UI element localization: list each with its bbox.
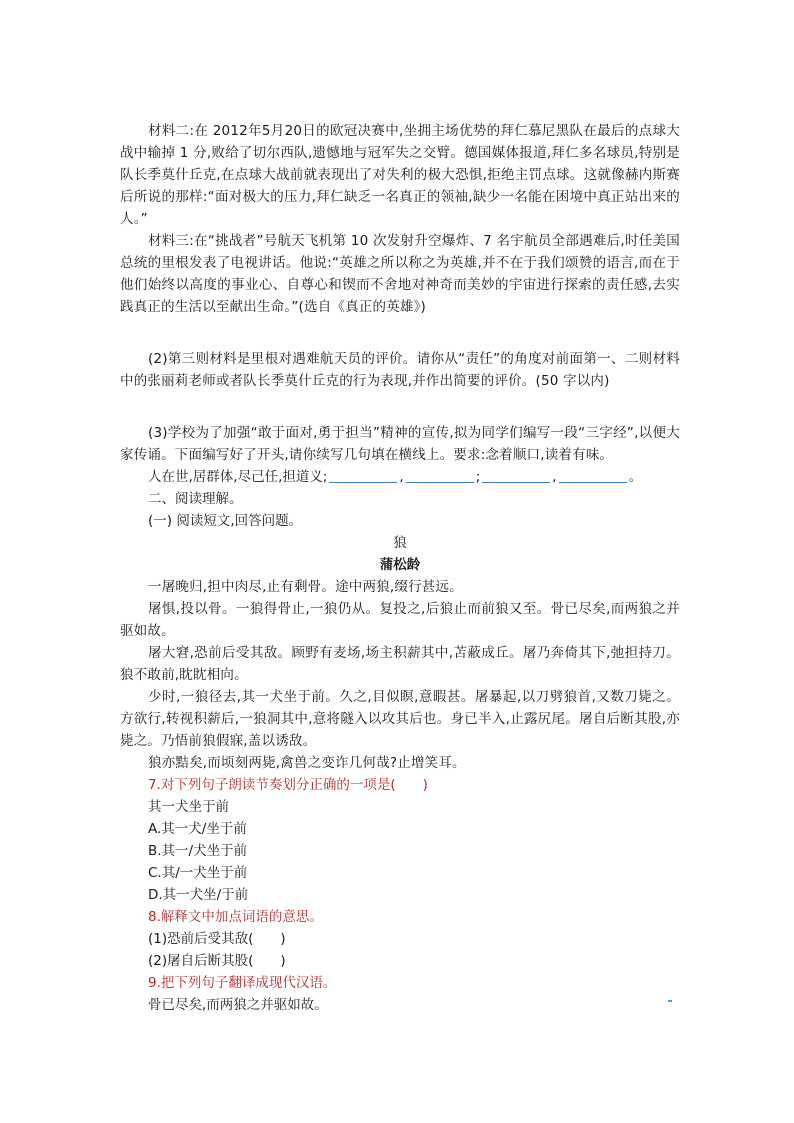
fill-in-line	[120, 466, 680, 488]
stray-mark	[668, 1000, 672, 1002]
option-a: A.其一犬/坐于前	[148, 821, 247, 837]
question-8-item: (2)屠自后断其股( )	[148, 953, 286, 969]
document-page	[120, 120, 680, 1016]
question-9-sentence: 骨已尽矣,而两狼之并驱如故。	[148, 997, 328, 1013]
blank-2[interactable]	[406, 468, 474, 483]
option-d: D.其一犬坐/于前	[148, 887, 249, 903]
question-7-prompt: 7.对下列句子朗读节奏划分正确的一项是( )	[148, 777, 428, 793]
blank-3[interactable]	[482, 468, 550, 483]
question-8-item: (1)恐前后受其敌( )	[148, 931, 286, 947]
question-2: (2)第三则材料是里根对遇难航天员的评价。请你从“责任”的角度对前面第一、二则材料中的张丽莉老师或者队长季莫什丘克的行为表现,并作出简要的评价。(50 字以内)	[120, 351, 680, 389]
fill-sep-1: ,	[399, 469, 404, 485]
answer-space-1	[120, 318, 680, 348]
blank-4[interactable]	[559, 468, 627, 483]
article-paragraph: 屠大窘,恐前后受其敌。顾野有麦场,场主积薪其中,苫蔽成丘。屠乃奔倚其下,弛担持刀。狼不敢前,眈眈相向。	[120, 645, 680, 683]
section-subheading: (一) 阅读短文,回答问题。	[148, 513, 303, 529]
blank-1[interactable]	[329, 468, 397, 483]
fill-line-start: 人在世,居群体,尽己任,担道义;	[148, 469, 328, 485]
article-author: 蒲松龄	[379, 557, 421, 573]
question-8-prompt: 8.解释文中加点词语的意思。	[148, 909, 323, 925]
option-b: B.其一/犬坐于前	[148, 843, 248, 859]
fill-sep-2: ;	[475, 469, 481, 485]
article-paragraph: 一屠晚归,担中肉尽,止有剩骨。途中两狼,缀行甚远。	[148, 579, 463, 595]
article-title: 狼	[393, 535, 407, 551]
fill-line-end: 。	[628, 469, 643, 485]
option-c: C.其/一犬坐于前	[148, 865, 248, 881]
question-7-sentence: 其一犬坐于前	[148, 799, 229, 815]
question-3: (3)学校为了加强“敢于面对,勇于担当”精神的宣传,拟为同学们编写一段“三字经”,以便大家传诵。下面编写好了开头,请你续写几句填在横线上。要求:念着顺口,读着有味。	[120, 425, 680, 463]
material-three: 材料三:在“挑战者”号航天飞机第 10 次发射升空爆炸、7 名宇航员全部遇难后,时任美国总统的里根发表了电视讲话。他说:“英雄之所以称之为英雄,并不在于我们颂赞的语言,而在于他们始终以高度的事业心、自尊心和锲而不舍地对神奇而美妙的宇宙进行探索的责任感,去实践真正的生活以至献出生命。”(选自《真正的英雄》)	[120, 233, 680, 315]
article-paragraph: 屠惧,投以骨。一狼得骨止,一狼仍从。复投之,后狼止而前狼又至。骨已尽矣,而两狼之并驱如故。	[120, 601, 680, 639]
answer-space-2	[120, 392, 680, 422]
article-paragraph: 少时,一狼径去,其一犬坐于前。久之,目似瞑,意暇甚。屠暴起,以刀劈狼首,又数刀毙之。方欲行,转视积薪后,一狼洞其中,意将隧入以攻其后也。身已半入,止露尻尾。屠自后断其股,亦毙之。乃悟前狼假寐,盖以诱敌。	[120, 689, 680, 749]
section-heading: 二、阅读理解。	[148, 491, 243, 507]
material-two: 材料二:在 2012年5月20日的欧冠决赛中,坐拥主场优势的拜仁慕尼黑队在最后的点球大战中输掉 1 分,败给了切尔西队,遗憾地与冠军失之交臂。德国媒体报道,拜仁多名球员,特别是队长季莫什丘克,在点球大战前就表现出了对失利的极大恐惧,拒绝主罚点球。这就像赫内斯赛后所说的那样:“面对极大的压力,拜仁缺乏一名真正的领袖,缺少一名能在困境中真正站出来的人。”	[120, 123, 680, 227]
article-paragraph: 狼亦黠矣,而顷刻两毙,禽兽之变诈几何哉?止增笑耳。	[148, 755, 466, 771]
fill-sep-3: ,	[552, 469, 557, 485]
question-9-prompt: 9.把下列句子翻译成现代汉语。	[148, 975, 337, 991]
